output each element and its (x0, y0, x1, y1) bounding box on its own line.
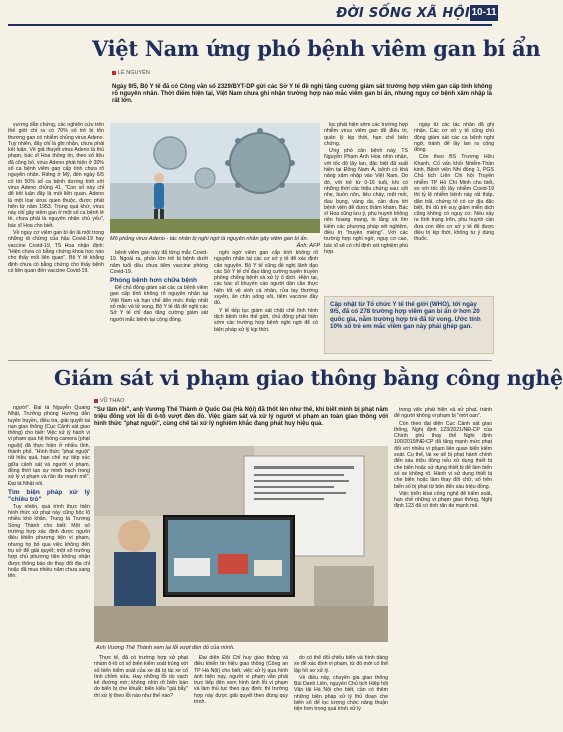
article1-photo (110, 123, 320, 233)
article2-byline: VŨ THẢO (94, 398, 124, 404)
article1-subheading: Phòng bệnh hơn chữa bệnh (110, 277, 197, 285)
article2-column-4: do có thể đối chiếu biển và hình dáng xe để xác định vi phạm, từ đó mới có thể lập hồ sơ xử lý. Về điều này, chuyên gia giao thông Bùi Danh Liên, nguyên Chủ tịch Hiệp hội Vận tải Hà Nội cho biết, cần có thêm những biện pháp xử lý thủ đoạn che biển số để lọc lượng chức năng thuận tiện hơn trong quá trình xử lý. (294, 655, 388, 713)
article2-column-5: trong việc phát hiện và xử phạt, tránh để người không vi phạm bị "mời oan". Còn theo đại diện Cục Cảnh sát giao thông, Nghị định 123/2021/NĐ-CP của Chính phủ thay thế Nghị định 100/2019/NĐ-CP đã tăng mạnh mức phạt đối với nhiều vi phạm liên quan biển kiểm soát. Cụ thể, lái xe sẽ bị phạt hành chính đến sáu triệu đồng nếu xử dụng thiết bị che biển hoặc sử dụng thiết bị để làm biển số xe không rõ. Hành vi sử dụng thiết bị che biển hoặc làm thay đổi chữ, số trên biển số bị phạt từ bốn đến sáu triệu đồng. Việc triển khai công nghệ để kiểm soát, hạn chế những vi phạm giao thông, Nghị định 123 đã có tính răn đe mạnh mẽ. (394, 407, 492, 510)
byline-marker (94, 399, 98, 403)
article1-title: Việt Nam ứng phó bệnh viêm gan bí ẩn (92, 36, 541, 61)
section-title: ĐỜI SỐNG XÃ HỘI (336, 6, 470, 21)
article2-column-1: người". Đại tá Nguyễn Quang Nhật, Trưởng phòng Hướng dẫn tuyên truyền, điều tra, giải quyết tai nạn giao thông (Cục Cảnh sát giao thông) cho biết: Việc xử lý hành vi vi phạm qua hệ thống camera (phạt nguội) đã thực hiện ở nhiều tỉnh, thành phố. "Hình thức "phạt nguội" rất hiệu quả, hạn chế sự tiếp xúc giữa cảnh sát và người vi phạm, đồng thời tạo sự minh bạch trong xử lý vi phạm và răn đe mạnh mẽ", Đại tá Nhật nói. Tìm biện pháp xử lý "chiêu trò" Tuy nhiên, quá trình thực hiện hình thức xử phạt này cũng bộc lộ nhiều khó khăn. Trung tá Trương Song Thành cho biết: Một số trường hợp xác định được người điều khiển phương tiện vi phạm, nhưng họ bỏ qua việc không đến trụ sở để giải quyết; một số trường hợp chủ phương tiện không nhận được thông báo do thay đổi địa chỉ hoặc đã mua nhiều năm chưa sang tên. (8, 405, 90, 580)
photo-credit: Ảnh: AFP (296, 242, 320, 249)
article2-lead: "Sư lâm rồi", anh Vương Thế Thành ở Quốc Oai (Hà Nội) đã thốt lên như thế, khi biết mình bị phạt năm triệu đồng vời lỗi đi ô-tô vượt đèn đỏ. Việc giám sát và xử lý người vi phạm an toàn giao thông với hình thức "phạt nguội", cùng chế tài xử lý nghiêm khắc đang phát huy hiệu quả. (94, 407, 388, 427)
article2-column-2: Thực tế, đã có trường hợp xử phạt nhầm ô-tô có số biển kiểm soát trùng với số biển kiểm soát của xe đã bị tái xe cố tình chỉnh sửa. Hay những lỗi do vạch kẻ đường mờ; không nhìn rõ biển báo do biển bị che khuất; biển kiểu "gài bẫy" thì xử lý theo lỗi nào như thế nào? (94, 655, 188, 699)
virus-illustration (110, 123, 320, 233)
traffic-violation-photo (94, 446, 388, 642)
article1-column-5: ngày từ các tác nhân đã ghi nhận. Các cơ sở y tế cũng chủ động giám sát các ca bệnh nghi ngờ, tránh để lây lan ra cộng đồng. Còn theo BS Trương Hữu Khanh, Cố vấn khối Nhiễm-Thần kinh, Bệnh viện Nhi đồng 1, PGS Chủ tịch Liên Chi hội Truyền nhiễm TP Hồ Chí Minh cho biết, so với tốc độ lây nhiễm Covid-19 thì tỷ lệ nhiễm bệnh này rất thấp, dân trải, chứng tỏ có cơ địa đặc biệt, thì dù trẻ suy giảm miễn dịch cũng không có nguy cơ. Nếu xảy ra tình trạng trên, phụ huynh cần đưa con đến cơ sở y tế để được điều trị kịp thời, không tự ý dùng thuốc. (414, 122, 494, 243)
article2-subheading: Tìm biện pháp xử lý "chiêu trò" (8, 488, 90, 503)
article1-lead: Ngày 9/5, Bộ Y tế đã có Công văn số 2329/BYT-DP gửi các Sở Y tế đề nghị tăng cường giám sát trường hợp viêm gan cấp tính không rõ nguyên nhân. Thời điểm hiện tại, Việt Nam chưa ghi nhận trường hợp nào mắc viêm gan bí ẩn, nhưng nguy cơ bệnh xâm nhập là rất lớn. (112, 84, 492, 104)
article1-column-2: bệnh viêm gan này đã từng mắc Covid-19. Ngoài ra, phần lớn trẻ bị bệnh dưới năm tuổi đều chưa tiêm vaccine phòng Covid-19. Phòng bệnh hơn chữa bệnh Để chủ động giám sát các ca bệnh viêm gan cấp tính không rõ nguyên nhân tại Việt Nam và hạn chế đến mức thấp nhất số mắc và tử vong, Bộ Y tế đã đề nghị các Sở Y tế chỉ đạo tăng cường giám sát người mắc bệnh tại cộng đồng. (110, 250, 208, 323)
article2-photo (94, 446, 388, 642)
page-numbers: 10-11 (470, 5, 498, 21)
article1-byline: LÊ NGUYÊN (112, 70, 150, 76)
page-header (0, 0, 500, 28)
header-rule (8, 24, 492, 26)
article1-column-3: nghi ngờ viêm gan cấp tính không rõ nguyên nhân tại các cơ sở y tế để xác định căn nguyên. Bộ Y tế cũng đề nghị lãnh đạo các Sở Y tế chỉ đạo tăng cường tuyên truyền phòng chống bệnh và xử lý ổ dịch. Hiện tại, các bác sĩ khuyến cáo người dân cần thực hiện tốt vệ sinh cá nhân, rửa tay thường xuyên, ăn chín uống sôi, tiêm vaccine đầy đủ. Y tế tiếp tục giám sát chặt chẽ tình hình dịch bệnh trên thế giới, chủ động phát hiện sớm các trường hợp bệnh nghi ngờ để có biện pháp xử lý kịp thời. (214, 250, 318, 333)
article1-column-1: vương dẫn chứng, các nghiên cứu trên thế giới chỉ ra có 70% số trẻ bị tổn thương gan có nhiễm chủng virus Adeno. Tuy nhiên, đây chỉ là ghi nhận, chưa phải kết luận. Về giả thuyết virus Adeno là thủ phạm, bác sĩ Hoa thông tin, theo số liệu đã công bố, virus Adeno phát hiện ở 30% số ca bệnh viêm gan cấp tính chưa rõ nguyên nhân. Riêng ở Mỹ, đến ngày 6/5 có tới 50% số ca bệnh dương tính với virus Adeno chủng 41. "Con số này chỉ để kết luận đây là mối liên quan. Adeno là một loại virus quen thuộc, được phát hiện từ năm 1953. Trong quá khứ, virus này chỉ gây viêm gan ở một số ca bệnh lẻ tẻ, chưa phải là nguyên nhân chủ yếu", bác sĩ Hoa cho biết. Về nguy cơ viêm gan bí ẩn là một trong những di chứng của hậu Covid-19 hay vaccine Covid-19, TS Hoa nhận định: "Hiện chưa có bằng chứng khoa học nào cho thấy mối liên quan". Bộ Y tế khẳng định chưa có bằng chứng cho thấy bệnh có liên quan đến vaccine Covid-19. (8, 122, 104, 274)
article-divider (8, 360, 492, 361)
article1-column-4: lọc phát hiện sớm các trường hợp nhiễm virus viêm gan để điều trị, quản lý kịp thời, hạn chế biến chứng. Ưng phó căn bệnh này, TS Nguyễn Phạm Anh Hoa nhìn nhận, với tốc độ lây lan, đặc biệt đã xuất hiện tại Đông Nam Á, bệnh có khả năng xâm nhập vào Việt Nam. Do đó, với trẻ từ 0-16 tuổi, khi có những thời các triệu chứng sau: sốt nhẹ, buồn nôn, tiêu chảy, mệt mỏi, đau bụng, vàng da, cần đưa tới bệnh viện để được thăm khám. Bác sĩ Hoa cũng lưu ý, phụ huynh không nên hoang mang, lo lắng và tìm kiếm các phương pháp xét nghiệm, điều trị "truyền miệng". Với các trường hợp nghi ngờ, nguy cơ cao, bác sĩ sẽ có chỉ định xét nghiệm phù hợp. (324, 122, 408, 255)
byline-marker (112, 71, 116, 75)
article2-title: Giám sát vi phạm giao thông bằng công nghệ (54, 366, 563, 390)
who-callout-box: Cập nhật từ Tổ chức Y tế thế giới (WHO), tới ngày 9/5, đã có 278 trường hợp viêm gan bí ẩn ở hơn 20 quốc gia, nằm trường hợp trẻ đã tử vong. Ước tính 10% số trẻ em mắc viêm gan này phải ghép gan. (324, 296, 494, 354)
article2-column-3: Đại diện Đội Chỉ huy giao thông và điều khiển tín hiệu giao thông (Công an TP Hà Nội) cho biết, việc xử lý qua hình ảnh hiện nay, người vi phạm vẫn phải trực tiếp đến xem hình ảnh lỗi vi phạm và làm thủ tục theo quy định; thì trường hợp này được giải quyết theo đúng quy trình. (194, 655, 288, 706)
article2-caption: Anh Vương Thế Thành xem lại lỗi vượt đèn đỏ của mình. (96, 645, 235, 651)
article1-caption: Mô phỏng virus Adeno - tác nhân bị nghi ngờ là nguyên nhân gây viêm gan bí ẩn. Ảnh: AFP (110, 236, 320, 249)
